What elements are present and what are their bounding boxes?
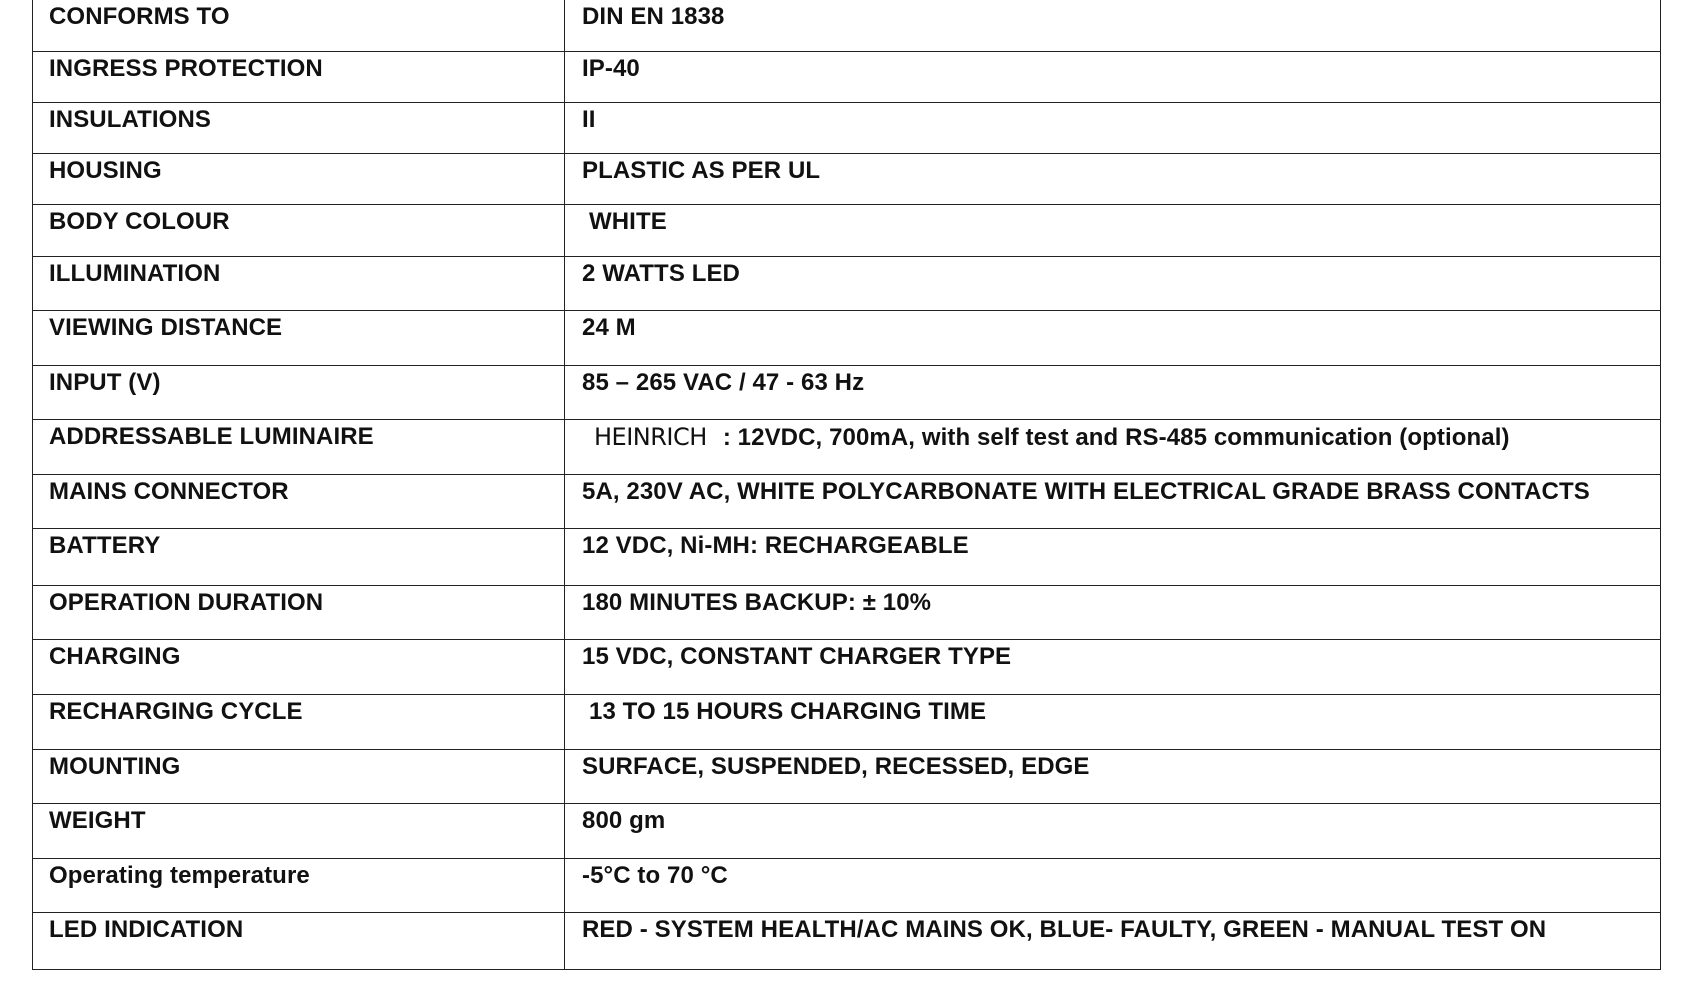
spec-label: INPUT (V) (33, 365, 565, 419)
spec-label: HOUSING (33, 153, 565, 204)
spec-value: 5A, 230V AC, WHITE POLYCARBONATE WITH ELECTRICAL GRADE BRASS CONTACTS (565, 474, 1661, 528)
spec-value: 2 WATTS LED (565, 256, 1661, 310)
table-row (33, 803, 1661, 858)
table-row (33, 639, 1661, 694)
spec-value: 24 M (565, 310, 1661, 365)
spec-value (565, 419, 1661, 474)
spec-label: INGRESS PROTECTION (33, 51, 565, 102)
table-row (33, 204, 1661, 256)
table-row (33, 474, 1661, 528)
table-row (33, 310, 1661, 365)
spec-value: WHITE (565, 204, 1661, 256)
spec-value: 13 TO 15 HOURS CHARGING TIME (565, 694, 1661, 749)
table-row (33, 153, 1661, 204)
spec-value: RED - SYSTEM HEALTH/AC MAINS OK, BLUE- FAULTY, GREEN - MANUAL TEST ON (565, 912, 1661, 969)
spec-value-text: : 12VDC, 700mA, with self test and RS-485 communication (optional) (722, 423, 1510, 451)
spec-value: 12 VDC, Ni-MH: RECHARGEABLE (565, 528, 1661, 585)
spec-label: BATTERY (33, 528, 565, 585)
table-row (33, 256, 1661, 310)
specification-table (32, 0, 1661, 970)
spec-value: 85 – 265 VAC / 47 - 63 Hz (565, 365, 1661, 419)
spec-value: II (565, 102, 1661, 153)
spec-label: MOUNTING (33, 749, 565, 803)
spec-label: WEIGHT (33, 803, 565, 858)
spec-label: CONFORMS TO (33, 0, 565, 51)
spec-value: -5°C to 70 °C (565, 858, 1661, 912)
spec-label: MAINS CONNECTOR (33, 474, 565, 528)
table-row (33, 528, 1661, 585)
brand-name: HEINRICH (594, 422, 707, 451)
spec-label: RECHARGING CYCLE (33, 694, 565, 749)
spec-value: PLASTIC AS PER UL (565, 153, 1661, 204)
spec-value: 180 MINUTES BACKUP: ± 10% (565, 585, 1661, 639)
table-row (33, 585, 1661, 639)
spec-label: ADDRESSABLE LUMINAIRE (33, 419, 565, 474)
spec-value: DIN EN 1838 (565, 0, 1661, 51)
spec-label: OPERATION DURATION (33, 585, 565, 639)
table-row (33, 694, 1661, 749)
spec-label: BODY COLOUR (33, 204, 565, 256)
spec-label: VIEWING DISTANCE (33, 310, 565, 365)
spec-label: LED INDICATION (33, 912, 565, 969)
table-row (33, 0, 1661, 51)
spec-value: 15 VDC, CONSTANT CHARGER TYPE (565, 639, 1661, 694)
spec-label: Operating temperature (33, 858, 565, 912)
table-row (33, 912, 1661, 969)
spec-label: ILLUMINATION (33, 256, 565, 310)
table-row (33, 749, 1661, 803)
table-row (33, 419, 1661, 474)
spec-value: 800 gm (565, 803, 1661, 858)
spec-value: SURFACE, SUSPENDED, RECESSED, EDGE (565, 749, 1661, 803)
table-row (33, 365, 1661, 419)
spec-label: INSULATIONS (33, 102, 565, 153)
spec-label: CHARGING (33, 639, 565, 694)
table-row (33, 858, 1661, 912)
table-row (33, 102, 1661, 153)
table-row (33, 51, 1661, 102)
spec-value: IP-40 (565, 51, 1661, 102)
